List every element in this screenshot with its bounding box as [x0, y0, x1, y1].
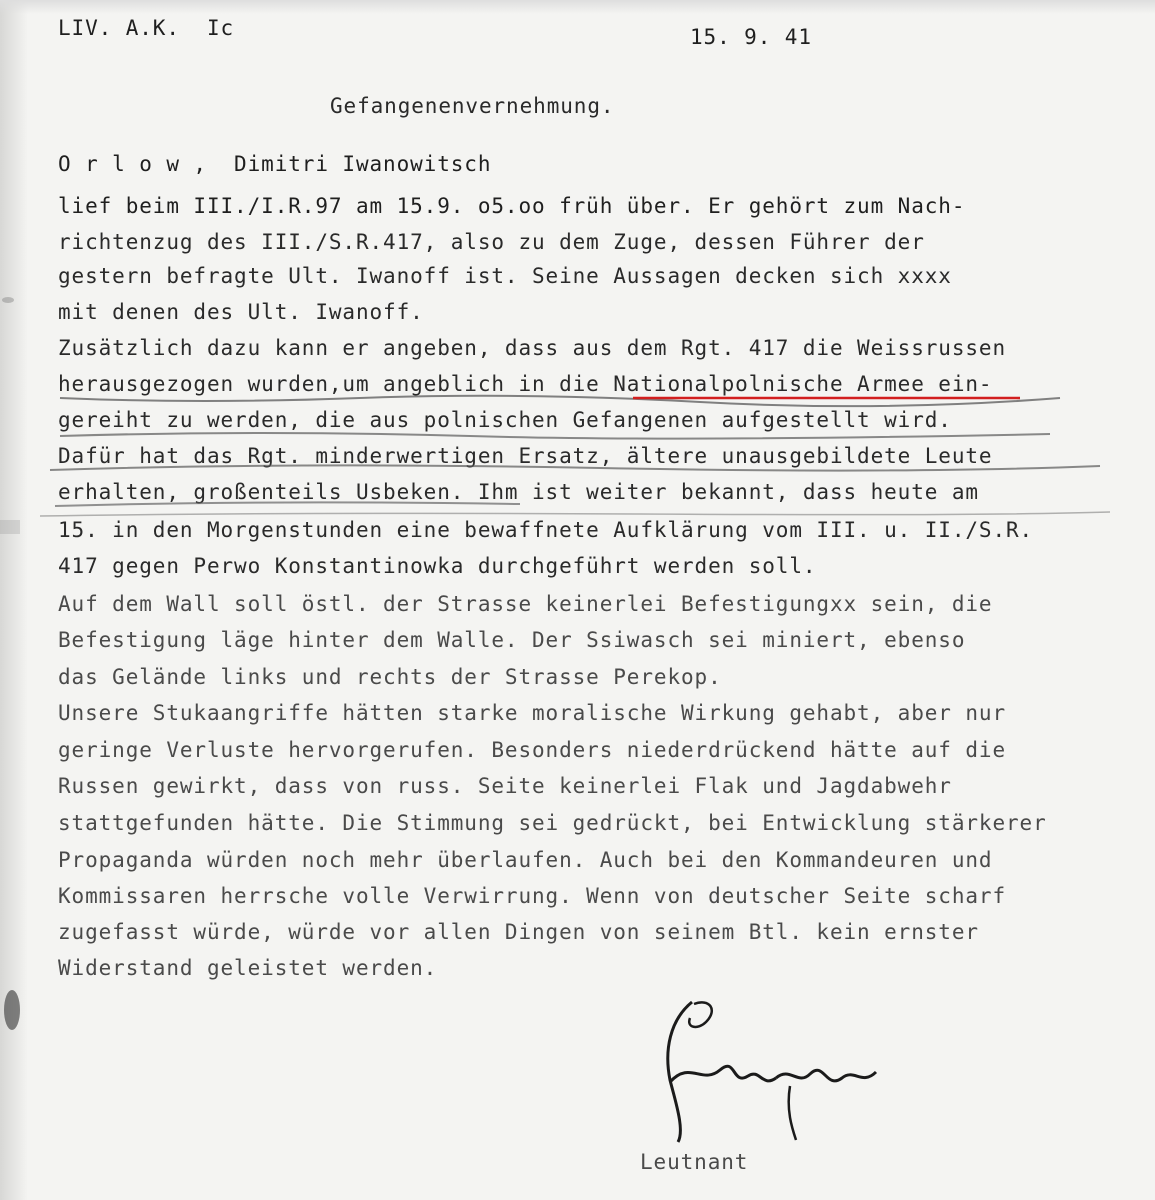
body-line-14: Befestigung läge hinter dem Walle. Der Ssiwasch sei miniert, ebenso	[58, 628, 966, 652]
body-line-21: Kommissaren herrsche volle Verwirrung. Wenn von deutscher Seite scharf	[58, 884, 1007, 908]
header-unit: LIV. A.K. Ic	[58, 16, 235, 40]
body-line-15: das Gelände links und rechts der Strasse Perekop.	[58, 665, 722, 689]
body-line-7: herausgezogen wurden,um angeblich in die Nationalpolnische Armee ein-	[58, 372, 993, 396]
body-line-20: Propaganda würden noch mehr überlaufen. Auch bei den Kommandeuren und	[58, 848, 993, 872]
body-line-17: geringe Verluste hervorgerufen. Besonders niederdrückend hätte auf die	[58, 738, 1007, 762]
body-line-9: Dafür hat das Rgt. minderwertigen Ersatz, ältere unausgebildete Leute	[58, 444, 993, 468]
body-line-19: stattgefunden hätte. Die Stimmung sei gedrückt, bei Entwicklung stärkerer	[58, 811, 1047, 835]
body-line-23: Widerstand geleistet werden.	[58, 956, 438, 980]
body-line-10: erhalten, großenteils Usbeken. Ihm ist weiter bekannt, dass heute am	[58, 480, 979, 504]
body-line-3: richtenzug des III./S.R.417, also zu dem Zuge, dessen Führer der	[58, 230, 925, 254]
body-line-11: 15. in den Morgenstunden eine bewaffnete Aufklärung vom III. u. II./S.R.	[58, 518, 1034, 542]
body-line-8: gereiht zu werden, die aus polnischen Gefangenen aufgestellt wird.	[58, 408, 952, 432]
body-line-12: 417 gegen Perwo Konstantinowka durchgeführt werden soll.	[58, 554, 817, 578]
body-line-22: zugefasst würde, würde vor allen Dingen von seinem Btl. kein ernster	[58, 920, 979, 944]
signature-rank: Leutnant	[640, 1150, 749, 1174]
document-title: Gefangenenvernehmung.	[330, 94, 615, 118]
body-line-16: Unsere Stukaangriffe hätten starke moralische Wirkung gehabt, aber nur	[58, 701, 1007, 725]
body-line-6: Zusätzlich dazu kann er angeben, dass aus dem Rgt. 417 die Weissrussen	[58, 336, 1007, 360]
body-line-2: lief beim III./I.R.97 am 15.9. o5.oo früh über. Er gehört zum Nach-	[58, 194, 966, 218]
body-line-1: O r l o w , Dimitri Iwanowitsch	[58, 152, 492, 176]
header-date: 15. 9. 41	[690, 25, 812, 49]
body-line-13: Auf dem Wall soll östl. der Strasse keinerlei Befestigungxx sein, die	[58, 592, 993, 616]
body-line-5: mit denen des Ult. Iwanoff.	[58, 300, 424, 324]
body-line-4: gestern befragte Ult. Iwanoff ist. Seine Aussagen decken sich xxxx	[58, 264, 952, 288]
body-line-18: Russen gewirkt, dass von russ. Seite keinerlei Flak und Jagdabwehr	[58, 774, 952, 798]
